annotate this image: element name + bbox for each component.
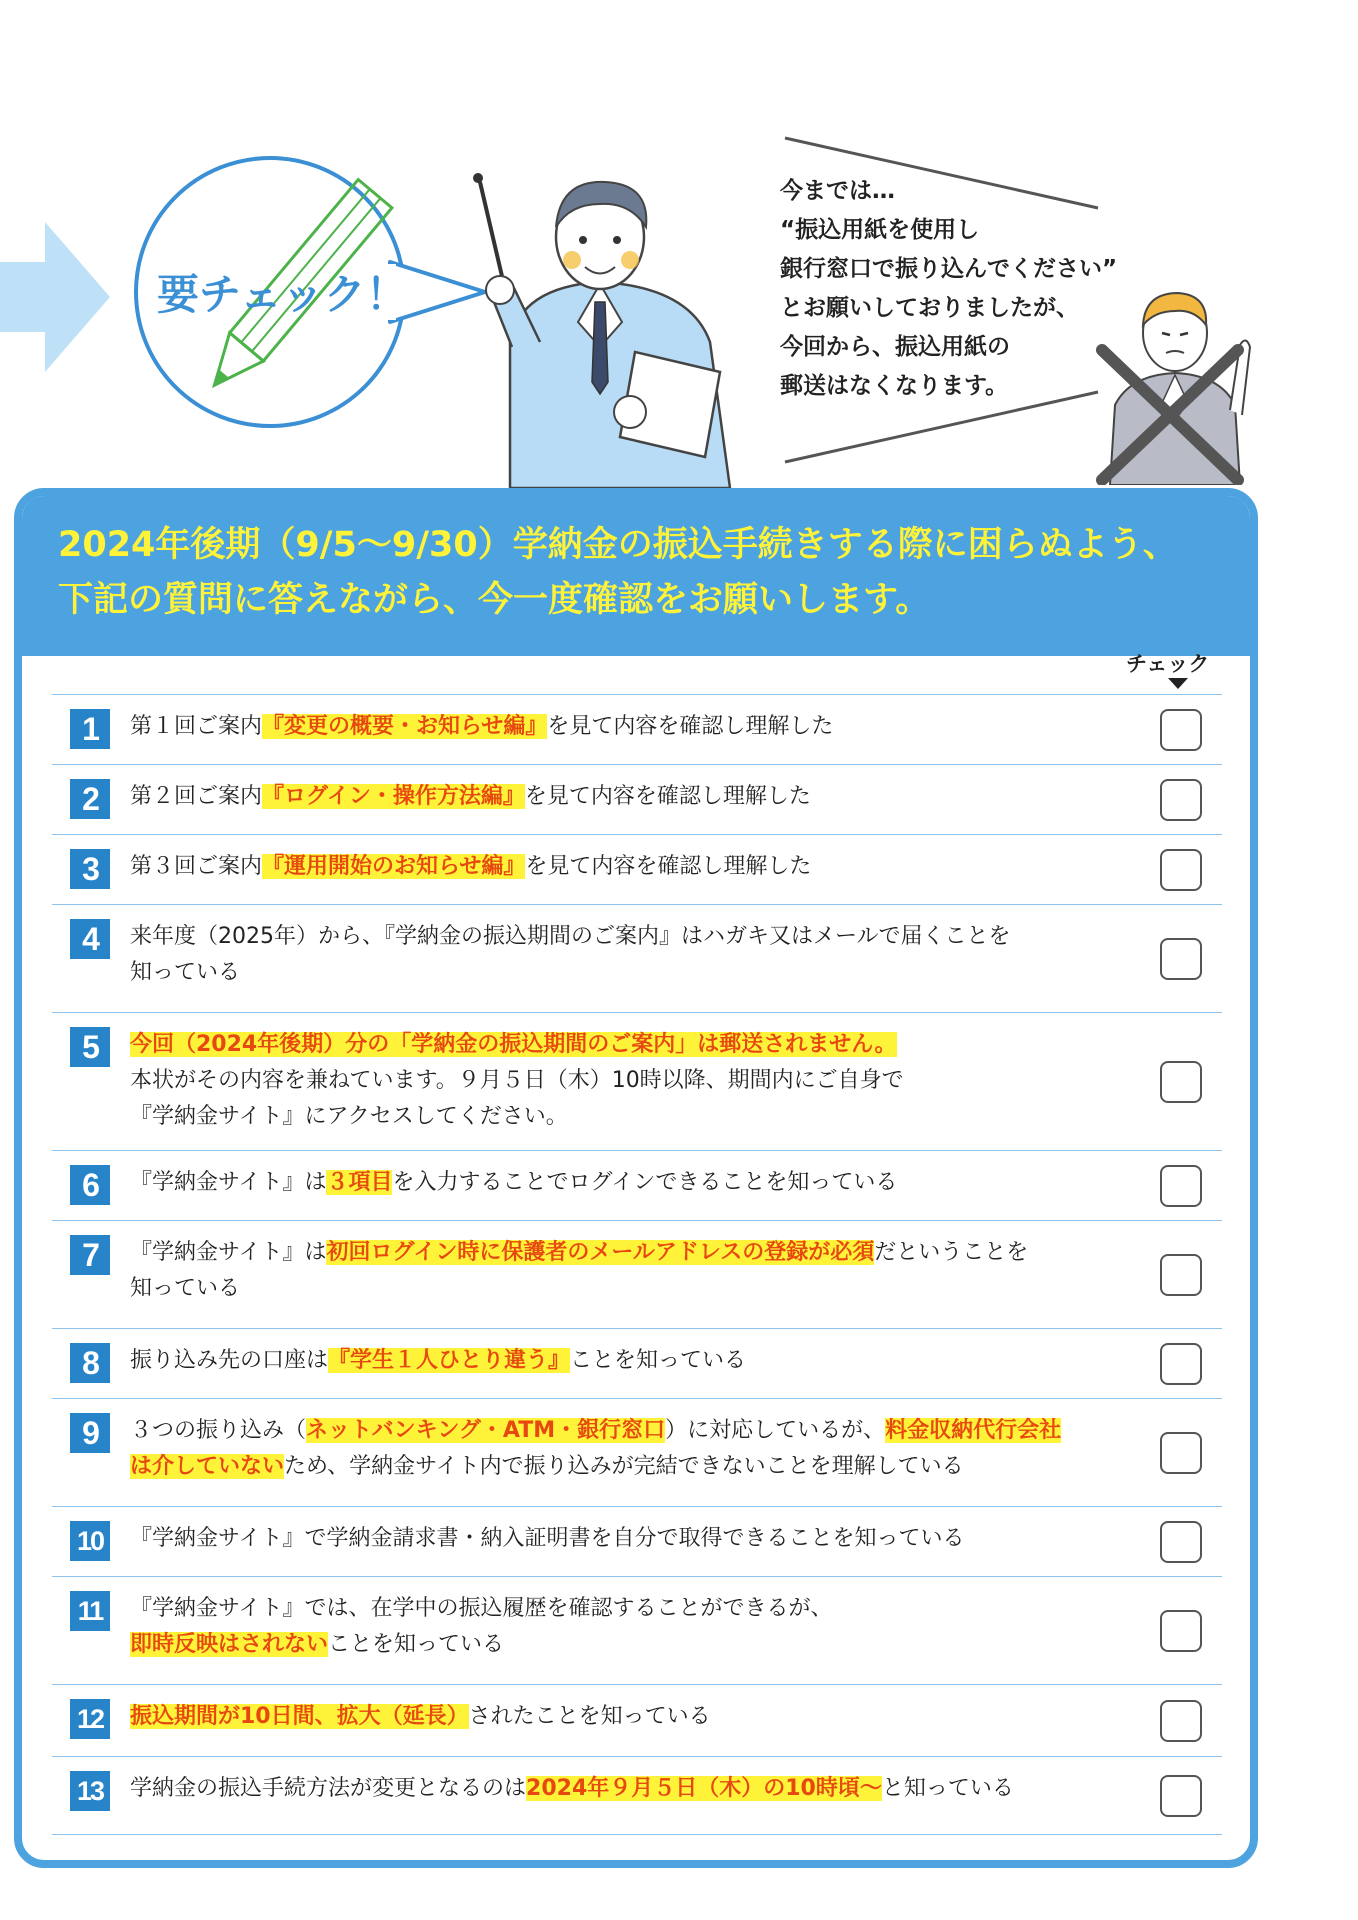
item-text — [130, 1165, 1130, 1201]
item-number-badge: 13 — [70, 1771, 110, 1811]
check-box[interactable] — [1160, 709, 1202, 751]
check-box[interactable] — [1160, 779, 1202, 821]
text-segment: 第３回ご案内 — [130, 854, 263, 879]
item-number-badge: 5 — [70, 1027, 110, 1067]
item-text — [130, 919, 1130, 991]
item-number-badge: 11 — [70, 1591, 110, 1631]
item-text-line — [130, 1343, 1130, 1379]
item-text-line — [130, 1235, 1130, 1271]
highlighted-text: 『学生１人ひとり違う』 — [328, 1348, 571, 1373]
item-text-line — [130, 1413, 1130, 1449]
text-segment: 本状がその内容を兼ねています。９月５日（木）10時以降、期間内にご自身で — [130, 1068, 904, 1093]
item-text-line — [130, 1063, 1130, 1099]
highlighted-text: ネットバンキング・ATM・銀行窓口 — [306, 1418, 666, 1443]
check-box[interactable] — [1160, 1521, 1202, 1563]
text-segment: だということを — [874, 1240, 1029, 1265]
text-segment: 『学納金サイト』にアクセスしてください。 — [130, 1104, 568, 1129]
text-segment: ）に対応しているが、 — [665, 1418, 886, 1443]
text-segment: 第２回ご案内 — [130, 784, 263, 809]
item-text-line — [130, 1521, 1130, 1557]
item-text-line — [130, 1771, 1130, 1807]
check-column-header: チェック — [1126, 652, 1210, 676]
divider — [52, 1834, 1222, 1835]
item-text-line — [130, 1591, 1130, 1627]
item-number-badge: 12 — [70, 1699, 110, 1739]
check-box[interactable] — [1160, 1700, 1202, 1742]
checklist-item — [52, 764, 1222, 835]
check-box[interactable] — [1160, 938, 1202, 980]
checklist-item — [52, 1328, 1222, 1399]
item-text-line — [130, 1271, 1130, 1307]
checklist-item — [52, 1684, 1222, 1757]
check-box[interactable] — [1160, 1165, 1202, 1207]
item-text-line — [130, 1449, 1130, 1485]
item-number-badge: 3 — [70, 849, 110, 889]
card-header — [22, 496, 1250, 656]
checklist-item — [52, 1756, 1222, 1835]
item-number-badge: 7 — [70, 1235, 110, 1275]
arrow-decoration — [0, 222, 110, 372]
item-text — [130, 1235, 1130, 1307]
text-segment: されたことを知っている — [468, 1704, 711, 1729]
item-text-line — [130, 779, 1130, 815]
item-text-line — [130, 709, 1130, 745]
check-box[interactable] — [1160, 1775, 1202, 1817]
item-text-line — [130, 1027, 1130, 1063]
checklist-item — [52, 1220, 1222, 1329]
checklist-item — [52, 1576, 1222, 1685]
card-title-line: 2024年後期（9/5〜9/30）学納金の振込手続きする際に困らぬよう、 — [58, 525, 1178, 565]
item-text-line — [130, 1099, 1130, 1135]
speech-line: 銀行窓口で振り込んでください” — [780, 256, 1118, 282]
item-number-badge: 8 — [70, 1343, 110, 1383]
highlighted-text: ３項目 — [326, 1170, 393, 1195]
item-text-line — [130, 1699, 1130, 1735]
item-number-badge: 4 — [70, 919, 110, 959]
highlighted-text: 料金収納代行会社 — [885, 1418, 1062, 1443]
item-text-line — [130, 919, 1130, 955]
speech-line: 郵送はなくなります。 — [780, 373, 1009, 399]
checklist-item — [52, 1398, 1222, 1507]
item-number-badge: 6 — [70, 1165, 110, 1205]
text-segment: ことを知っている — [570, 1348, 747, 1373]
check-box[interactable] — [1160, 849, 1202, 891]
highlighted-text: 2024年９月５日（木）の10時頃〜 — [526, 1776, 882, 1801]
checklist-item — [52, 1012, 1222, 1151]
text-segment: 『学納金サイト』で学納金請求書・納入証明書を自分で取得できることを知っている — [130, 1526, 965, 1551]
crossed-out-man-illustration — [1090, 285, 1270, 485]
item-number-badge: 2 — [70, 779, 110, 819]
item-text-line — [130, 849, 1130, 885]
item-text — [130, 1521, 1130, 1557]
check-box[interactable] — [1160, 1254, 1202, 1296]
item-text — [130, 1699, 1130, 1735]
text-segment: を入力することでログインできることを知っている — [392, 1170, 898, 1195]
item-text — [130, 849, 1130, 885]
highlighted-text: 初回ログイン時に保護者のメールアドレスの登録が必須 — [326, 1240, 875, 1265]
highlighted-text: は介していない — [130, 1454, 285, 1479]
checklist-item — [52, 1506, 1222, 1577]
highlighted-text: 振込期間が10日間、拡大（延長） — [130, 1704, 469, 1729]
highlighted-text: 『ログイン・操作方法編』 — [262, 784, 525, 809]
text-segment: ため、学納金サイト内で振り込みが完結できないことを理解している — [284, 1454, 964, 1479]
bubble-label: 要チェック！ — [157, 270, 408, 319]
text-segment: 『学納金サイト』は — [130, 1170, 327, 1195]
checklist-item — [52, 694, 1222, 765]
item-text — [130, 1343, 1130, 1379]
highlighted-text: 即時反映はされない — [130, 1632, 329, 1657]
item-text — [130, 1413, 1130, 1485]
down-arrow-icon — [1168, 678, 1188, 689]
item-number-badge: 10 — [70, 1521, 110, 1561]
text-segment: 『学納金サイト』では、在学中の振込履歴を確認することができるが、 — [130, 1596, 833, 1621]
text-segment: と知っている — [881, 1776, 1014, 1801]
check-box[interactable] — [1160, 1610, 1202, 1652]
item-number-badge: 1 — [70, 709, 110, 749]
text-segment: 来年度（2025年）から、『学納金の振込期間のご案内』はハガキ又はメールで届くことを — [130, 924, 1011, 949]
item-text-line — [130, 1165, 1130, 1201]
highlighted-text: 『変更の概要・お知らせ編』 — [262, 714, 548, 739]
text-segment: を見て内容を確認し理解した — [524, 784, 811, 809]
speech-line: 今回から、振込用紙の — [780, 334, 1010, 360]
item-text-line — [130, 1627, 1130, 1663]
text-segment: 知っている — [130, 1276, 241, 1301]
highlighted-text: 今回（2024年後期）分の「学納金の振込期間のご案内」は郵送されません。 — [130, 1032, 897, 1057]
text-segment: 振り込み先の口座は — [130, 1348, 329, 1373]
speech-line: とお願いしておりましたが、 — [780, 295, 1079, 321]
item-text — [130, 1027, 1130, 1135]
item-text — [130, 779, 1130, 815]
text-segment: 学納金の振込手続方法が変更となるのは — [130, 1776, 527, 1801]
teacher-illustration — [450, 172, 770, 488]
check-box[interactable] — [1160, 1432, 1202, 1474]
speech-line: “振込用紙を使用し — [780, 217, 980, 243]
card-title — [58, 518, 1178, 628]
checklist-item — [52, 834, 1222, 905]
item-text-line — [130, 955, 1130, 991]
text-segment: ことを知っている — [328, 1632, 505, 1657]
text-segment: を見て内容を確認し理解した — [547, 714, 834, 739]
item-number-badge: 9 — [70, 1413, 110, 1453]
text-segment: を見て内容を確認し理解した — [525, 854, 812, 879]
item-text — [130, 1771, 1130, 1807]
check-box[interactable] — [1160, 1061, 1202, 1103]
text-segment: 第１回ご案内 — [130, 714, 263, 739]
checklist-item — [52, 904, 1222, 1013]
speech-line: 今までは… — [780, 178, 895, 204]
highlighted-text: 『運用開始のお知らせ編』 — [262, 854, 526, 879]
check-box[interactable] — [1160, 1343, 1202, 1385]
text-segment: 知っている — [130, 960, 241, 985]
item-text — [130, 709, 1130, 745]
item-text — [130, 1591, 1130, 1663]
checklist-item — [52, 1150, 1222, 1221]
text-segment: 『学納金サイト』は — [130, 1240, 327, 1265]
card-title-line: 下記の質問に答えながら、今一度確認をお願いします。 — [58, 580, 931, 620]
text-segment: ３つの振り込み（ — [130, 1418, 307, 1443]
